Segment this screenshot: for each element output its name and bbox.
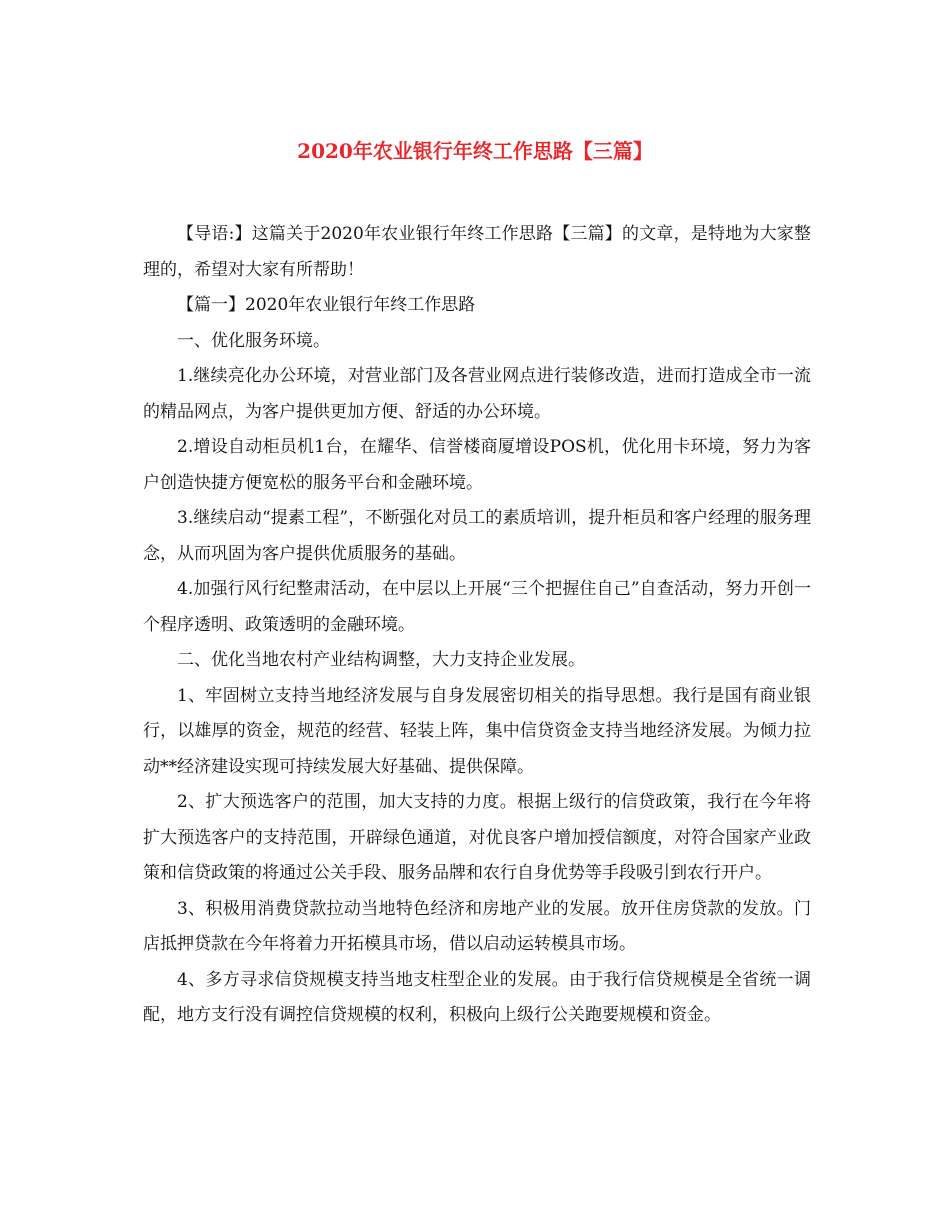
heading-industry-structure: 二、优化当地农村产业结构调整，大力支持企业发展。 <box>177 650 585 670</box>
paragraph-item-2: 2.增设自动柜员机1台，在耀华、信誉楼商厦增设POS机，优化用卡环境，努力为客户创造快捷方便宽松的服务平台和金融环境。 <box>143 437 811 493</box>
paragraph-item-1: 1.继续亮化办公环境，对营业部门及各营业网点进行装修改造，进而打造成全市一流的精品网点，为客户提供更加方便、舒适的办公环境。 <box>143 366 811 422</box>
document-body <box>143 217 811 1034</box>
heading-optimize-service: 一、优化服务环境。 <box>177 330 330 351</box>
paragraph-intro: 【导语:】这篇关于2020年农业银行年终工作思路【三篇】的文章，是特地为大家整理的，希望对大家有所帮助！ <box>143 224 811 280</box>
paragraph-point-3: 3、积极用消费贷款拉动当地特色经济和房地产业的发展。放开住房贷款的发放。门店抵押贷款在今年将着力开拓模具市场，借以启动运转模具市场。 <box>143 898 811 954</box>
paragraph-point-4: 4、多方寻求信贷规模支持当地支柱型企业的发展。由于我行信贷规模是全省统一调配，地方支行没有调控信贷规模的权利，积极向上级行公关跑要规模和资金。 <box>143 969 811 1025</box>
paragraph-point-2: 2、扩大预选客户的范围，加大支持的力度。根据上级行的信贷政策，我行在今年将扩大预选客户的支持范围，开辟绿色通道，对优良客户增加授信额度，对符合国家产业政策和信贷政策的将通过公关手段、服务品牌和农行自身优势等手段吸引到农行开户。 <box>143 792 811 883</box>
paragraph-item-4: 4.加强行风行纪整肃活动，在中层以上开展“三个把握住自己”自查活动，努力开创一个程序透明、政策透明的金融环境。 <box>143 579 811 635</box>
paragraph-item-3: 3.继续启动“提素工程”，不断强化对员工的素质培训，提升柜员和客户经理的服务理念，从而巩固为客户提供优质服务的基础。 <box>143 508 811 564</box>
document-title: 2020年农业银行年终工作思路【三篇】 <box>297 139 653 163</box>
section-heading-part-one: 【篇一】2020年农业银行年终工作思路 <box>177 295 476 315</box>
paragraph-point-1: 1、牢固树立支持当地经济发展与自身发展密切相关的指导思想。我行是国有商业银行，以雄厚的资金，规范的经营、轻装上阵，集中信贷资金支持当地经济发展。为倾力拉动**经济建设实现可持续发展大好基础、提供保障。 <box>143 685 811 777</box>
